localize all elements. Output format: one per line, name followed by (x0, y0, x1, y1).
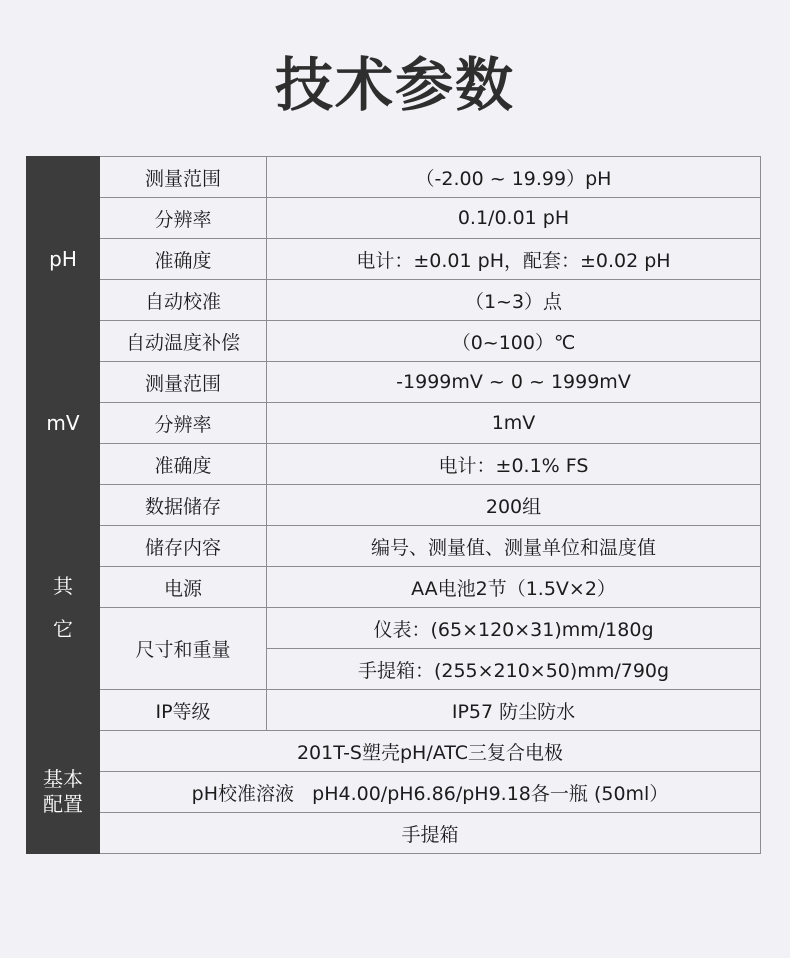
table-row (27, 239, 761, 280)
param-value: 仪表：(65×120×31)mm/180g (267, 608, 761, 649)
table-row (27, 157, 761, 198)
param-value: 0.1/0.01 pH (267, 198, 761, 239)
config-item: pH校准溶液 pH4.00/pH6.86/pH9.18各一瓶 (50ml） (100, 772, 761, 813)
param-value: AA电池2节（1.5V×2） (267, 567, 761, 608)
table-row (27, 567, 761, 608)
param-label: 数据储存 (100, 485, 267, 526)
config-item: 手提箱 (100, 813, 761, 854)
page-title: 技术参数 (274, 51, 515, 119)
table-row (27, 731, 761, 772)
param-label: 准确度 (100, 444, 267, 485)
group-label-other-line1: 其 (53, 573, 73, 598)
group-label-ph: pH (27, 157, 100, 362)
table-row (27, 198, 761, 239)
table-row (27, 485, 761, 526)
table-row (27, 813, 761, 854)
param-value: 电计：±0.01 pH，配套：±0.02 pH (267, 239, 761, 280)
param-label: 准确度 (100, 239, 267, 280)
group-label-other (27, 485, 100, 731)
param-value: -1999mV ~ 0 ~ 1999mV (267, 362, 761, 403)
group-label-mv: mV (27, 362, 100, 485)
table-row (27, 608, 761, 649)
group-label-basic-line1: 基本 (43, 767, 83, 791)
table-row (27, 444, 761, 485)
group-label-other-line2: 它 (53, 616, 73, 641)
param-value: （-2.00 ~ 19.99）pH (267, 157, 761, 198)
table-row (27, 362, 761, 403)
param-label: 自动校准 (100, 280, 267, 321)
config-item: 201T-S塑壳pH/ATC三复合电极 (100, 731, 761, 772)
group-label-basic-line2: 配置 (43, 792, 83, 816)
table-row (27, 321, 761, 362)
param-label: 测量范围 (100, 157, 267, 198)
param-label: 储存内容 (100, 526, 267, 567)
param-label: IP等级 (100, 690, 267, 731)
param-value: 手提箱：(255×210×50)mm/790g (267, 649, 761, 690)
param-value: 编号、测量值、测量单位和温度值 (267, 526, 761, 567)
param-value: IP57 防尘防水 (267, 690, 761, 731)
param-value: 电计：±0.1% FS (267, 444, 761, 485)
param-label: 分辨率 (100, 403, 267, 444)
table-row (27, 772, 761, 813)
table-row (27, 690, 761, 731)
param-label: 电源 (100, 567, 267, 608)
param-value: （1~3）点 (267, 280, 761, 321)
table-row (27, 526, 761, 567)
group-label-basic (27, 731, 100, 854)
param-value: （0~100）℃ (267, 321, 761, 362)
spec-table (26, 156, 761, 854)
table-row (27, 403, 761, 444)
param-label: 分辨率 (100, 198, 267, 239)
param-value: 200组 (267, 485, 761, 526)
param-value: 1mV (267, 403, 761, 444)
param-label: 测量范围 (100, 362, 267, 403)
param-label: 尺寸和重量 (100, 608, 267, 690)
param-label: 自动温度补偿 (100, 321, 267, 362)
table-row (27, 280, 761, 321)
